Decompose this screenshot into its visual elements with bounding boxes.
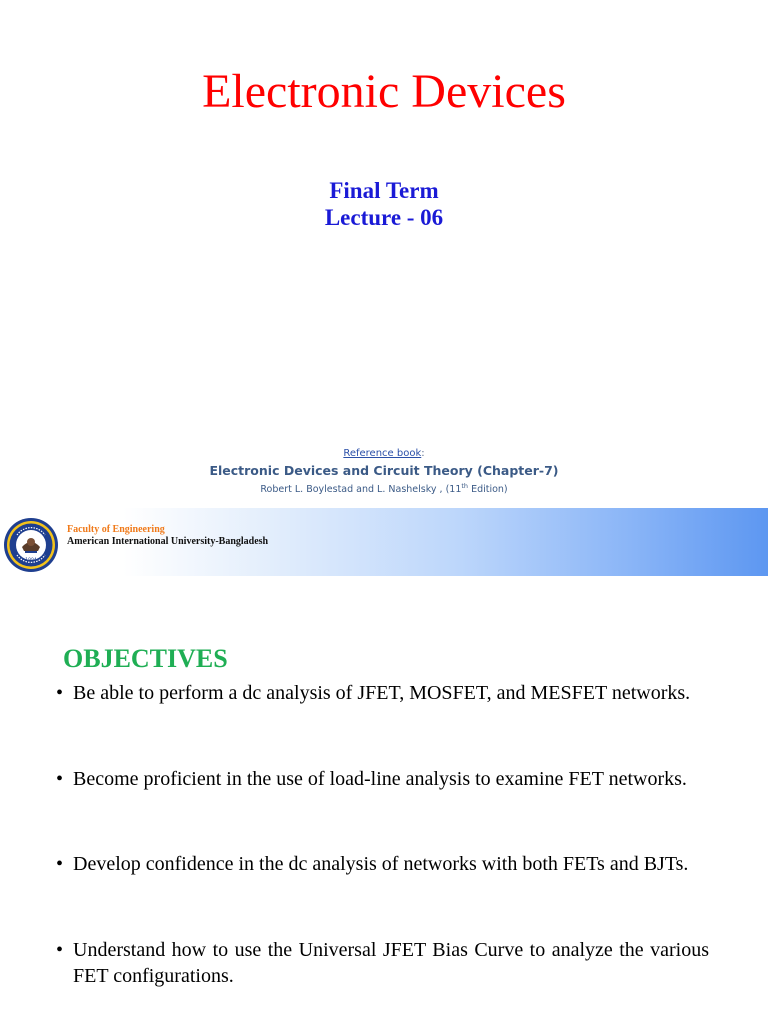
university-name: American International University-Bangladesh [67,536,269,547]
subtitle-final-term: Final Term [329,178,439,203]
objective-text: Become proficient in the use of load-line analysis to examine FET networks. [73,768,687,790]
bullet-point: • [56,853,64,875]
objective-text: Develop confidence in the dc analysis of networks with both FETs and BJTs. [73,853,689,875]
subtitle-lecture-number: Lecture - 06 [324,205,444,230]
svg-text:1994: 1994 [25,558,37,563]
edition-superscript: th [461,482,469,490]
reference-authors [0,480,768,496]
reference-book-title: Electronic Devices and Circuit Theory (Chapter-7) [209,463,559,478]
objective-text: Understand how to use the Universal JFET Bias Curve to analyze the various FET configurations. [73,939,709,987]
bullet-point: • [56,939,64,961]
university-seal-logo [3,517,59,573]
university-banner [0,508,768,576]
reference-book-link[interactable]: Reference book [343,448,422,459]
slide-title: Electronic Devices [202,65,566,118]
edition-text: Edition) [468,484,508,496]
bullet-point: • [56,682,64,704]
faculty-name: Faculty of Engineering [67,524,165,535]
objectives-heading: OBJECTIVES [63,644,228,673]
objective-text: Be able to perform a dc analysis of JFET, MOSFET, and MESFET networks. [73,682,691,704]
reference-label-colon: : [421,448,425,459]
authors-text: Robert L. Boylestad and L. Nashelsky , (11 [260,484,462,496]
reference-label [0,447,768,461]
bullet-point: • [56,768,64,790]
